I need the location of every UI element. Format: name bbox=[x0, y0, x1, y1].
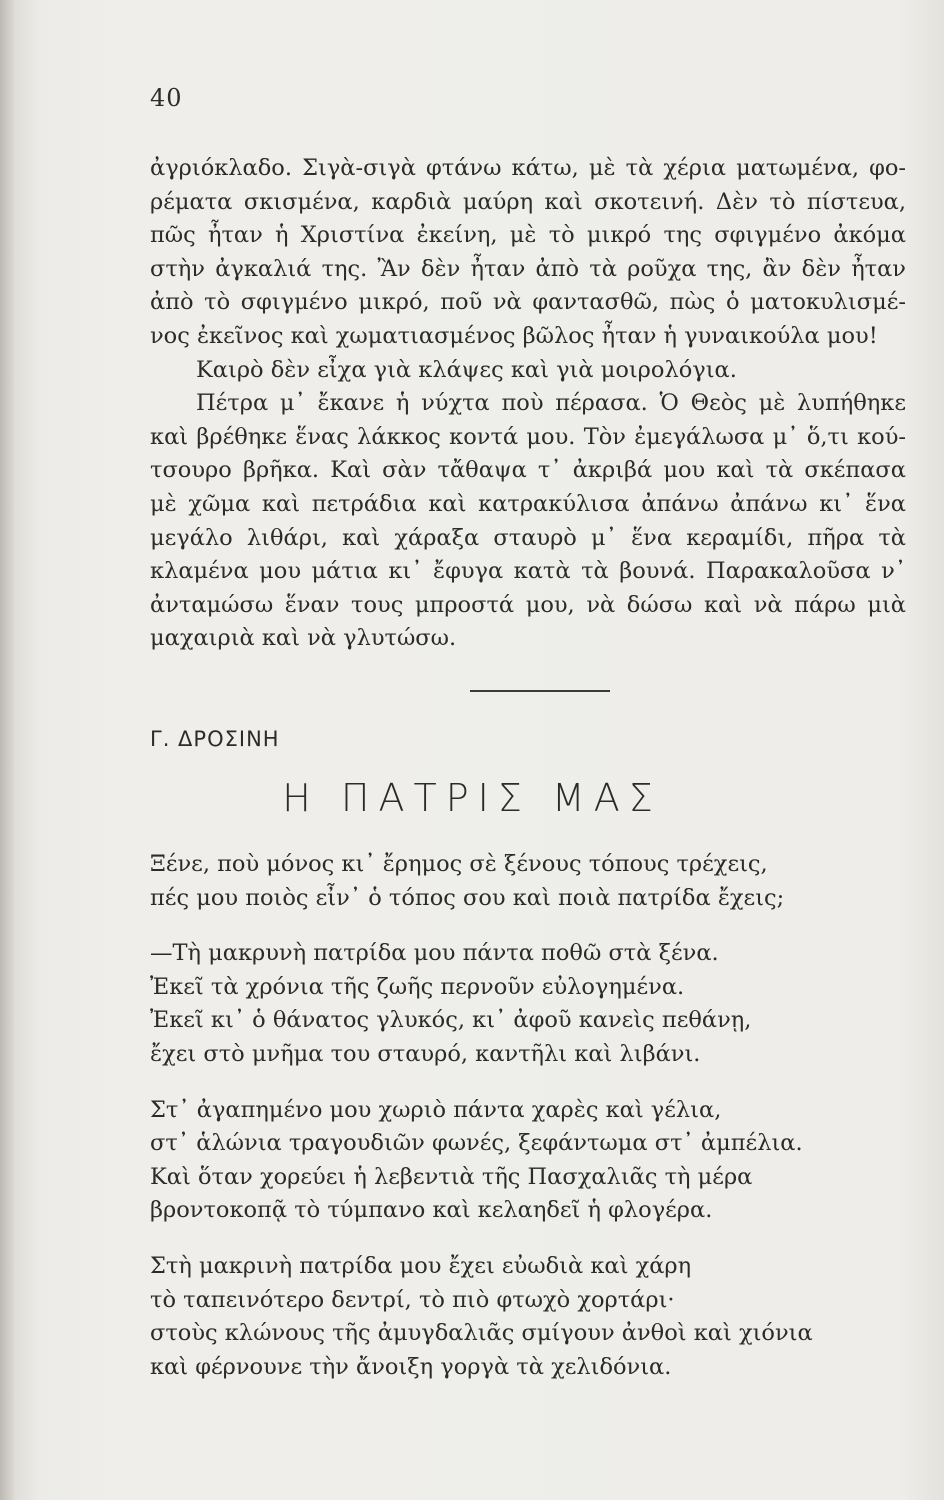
prose-line: τσουρο βρῆκα. Καὶ σὰν τἄθαψα τ᾽ ἀκριβά μου καὶ τὰ σκέπασα bbox=[150, 457, 906, 484]
poem-stanza bbox=[150, 1094, 910, 1228]
poem-line: πές μου ποιὸς εἶν᾽ ὁ τόπος σου καὶ ποιὰ πατρίδα ἔχεις; bbox=[150, 884, 785, 911]
prose-section bbox=[150, 152, 906, 656]
poem-line: βροντοκοπᾷ τὸ τύμπανο καὶ κελαηδεῖ ἡ φλογέρα. bbox=[150, 1197, 713, 1224]
poem-line: Ξένε, ποὺ μόνος κι᾽ ἔρημος σὲ ξένους τόπους τρέχεις, bbox=[150, 851, 768, 877]
prose-line: Καιρὸ δὲν εἶχα γιὰ κλάψες καὶ γιὰ μοιρολόγια. bbox=[196, 356, 737, 383]
poem-stanza bbox=[150, 937, 910, 1071]
poem-line: Ἐκεῖ κι᾽ ὁ θάνατος γλυκός, κι᾽ ἀφοῦ κανεὶς πεθάνῃ, bbox=[150, 1007, 752, 1034]
poem-title: Η ΠΑΤΡΙΣ ΜΑΣ bbox=[282, 776, 662, 820]
prose-line: καὶ βρέθηκε ἕνας λάκκος κοντά μου. Τὸν ἐμεγάλωσα μ᾽ ὅ,τι κού- bbox=[150, 423, 906, 450]
poem-line: τὸ ταπεινότερο δεντρί, τὸ πιὸ φτωχὸ χορτάρι· bbox=[150, 1286, 675, 1313]
prose-line: κλαμένα μου μάτια κι᾽ ἔφυγα κατὰ τὰ βουνά. Παρακαλοῦσα ν᾽ bbox=[150, 558, 906, 585]
poem-line: καὶ φέρνουνε τὴν ἄνοιξη γοργὰ τὰ χελιδόνια. bbox=[150, 1353, 672, 1380]
poem bbox=[150, 848, 910, 1406]
poem-line: Καὶ ὅταν χορεύει ἡ λεβεντιὰ τῆς Πασχαλιᾶς τὴ μέρα bbox=[150, 1163, 753, 1190]
prose-line: ἀπὸ τὸ σφιγμένο μικρό, ποῦ νὰ φαντασθῶ, πὼς ὁ ματοκυλισμέ- bbox=[150, 289, 906, 316]
poem-line: Ἐκεῖ τὰ χρόνια τῆς ζωῆς περνοῦν εὐλογημένα. bbox=[150, 973, 685, 1000]
page-gutter bbox=[0, 0, 14, 1500]
poem-line: —Τὴ μακρυνὴ πατρίδα μου πάντα ποθῶ στὰ ξένα. bbox=[150, 940, 719, 967]
prose-line: Πέτρα μ᾽ ἔκανε ἡ νύχτα ποὺ πέρασα. Ὁ Θεὸς μὲ λυπήθηκε bbox=[196, 390, 906, 417]
prose-line: πῶς ἦταν ἡ Χριστίνα ἐκείνη, μὲ τὸ μικρό της σφιγμένο ἀκόμα bbox=[150, 222, 906, 249]
page-number: 40 bbox=[150, 84, 183, 112]
poem-line: στοὺς κλώνους τῆς ἀμυγδαλιᾶς σμίγουν ἀνθοὶ καὶ χιόνια bbox=[150, 1320, 813, 1347]
poem-stanza bbox=[150, 1250, 910, 1384]
prose-line: ρέματα σκισμένα, καρδιὰ μαύρη καὶ σκοτεινή. Δὲν τὸ πίστευα, bbox=[150, 188, 906, 215]
poem-line: ἔχει στὸ μνῆμα του σταυρό, καντῆλι καὶ λιβάνι. bbox=[150, 1040, 701, 1067]
prose-line: μεγάλο λιθάρι, καὶ χάραξα σταυρὸ μ᾽ ἕνα κεραμίδι, πῆρα τὰ bbox=[150, 524, 906, 551]
poem-line: Στὴ μακρινὴ πατρίδα μου ἔχει εὐωδιὰ καὶ χάρη bbox=[150, 1252, 692, 1279]
poem-author: Γ. ΔΡΟΣΙΝΗ bbox=[150, 727, 280, 751]
poem-stanza bbox=[150, 848, 910, 915]
section-divider bbox=[470, 690, 610, 692]
prose-line: στὴν ἀγκαλιά της. Ἂν δὲν ἦταν ἀπὸ τὰ ροῦχα της, ἂν δὲν ἦταν bbox=[150, 255, 906, 282]
prose-line: ἀγριόκλαδο. Σιγὰ-σιγὰ φτάνω κάτω, μὲ τὰ χέρια ματωμένα, φο- bbox=[150, 155, 906, 181]
prose-line: μὲ χῶμα καὶ πετράδια καὶ κατρακύλισα ἀπάνω ἀπάνω κι᾽ ἕνα bbox=[150, 490, 906, 517]
prose-line: νος ἐκεῖνος καὶ χωματιασμένος βῶλος ἦταν ἡ γυναικούλα μου! bbox=[150, 322, 878, 349]
poem-line: Στ᾽ ἀγαπημένο μου χωριὸ πάντα χαρὲς καὶ γέλια, bbox=[150, 1096, 722, 1123]
poem-line: στ᾽ ἁλώνια τραγουδιῶν φωνές, ξεφάντωμα στ᾽ ἀμπέλια. bbox=[150, 1130, 803, 1157]
prose-line: μαχαιριὰ καὶ νὰ γλυτώσω. bbox=[150, 625, 457, 652]
prose-line: ἀνταμώσω ἕναν τους μπροστά μου, νὰ δώσω καὶ νὰ πάρω μιὰ bbox=[150, 591, 906, 618]
